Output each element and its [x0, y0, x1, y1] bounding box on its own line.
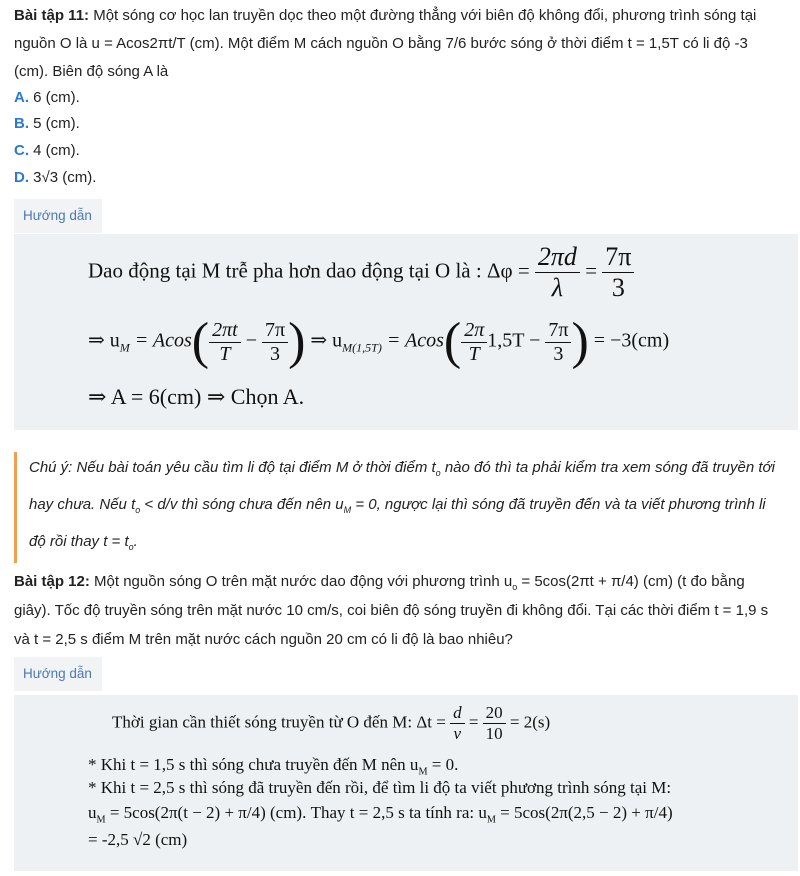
ex11-option-c: C. 4 (cm). [14, 142, 80, 159]
ex11-solution-line-1: Dao động tại M trễ pha hơn dao động tại O là : Δφ = $\frac{2\pi d}{\lambda}$ = $\frac{7\pi}{3}$ [88, 242, 634, 303]
ex11-solution-box [14, 234, 798, 430]
ex11-option-d: D. 3√3 (cm). [14, 169, 97, 186]
ex11-solution-line-2: ⇒ $u_M = Acos$( $\frac{2\pi t}{T}$ − $\frac{7\pi}{3}$ ) ⇒ $u_{M(1,5T)} = Acos$( $\frac{2\pi}{T}$ 1,5T − $\frac{7\pi}{3}$ ) = −3(cm) [88, 313, 670, 370]
ex11-guide-button[interactable]: Hướng dẫn [14, 199, 102, 233]
fraction-7pi-3: $\frac{7\pi}{3}$ [602, 242, 634, 303]
note-block [14, 452, 798, 563]
ex12-solution-box [14, 695, 798, 871]
ex12-label: Bài tập 12: [14, 573, 90, 590]
ex11-line-2: nguồn O là u = Acos2πt/T (cm). Một điểm M cách nguồn O bằng 7/6 bước sóng ở thời điểm t = 1,5T có li độ -3 [14, 35, 748, 52]
ex12-guide-button[interactable]: Hướng dẫn [14, 657, 102, 691]
note-line-2: hay chưa. Nếu $t_o < d/v$ thì sóng chưa đến nên $u_M = 0$, ngược lại thì sóng đã truyền đến và ta viết phương trình li [29, 496, 766, 515]
ex11-line-1: Bài tập 11: Một sóng cơ học lan truyền dọc theo một đường thẳng với biên độ không đổi, phương trình sóng tại [14, 7, 757, 24]
ex11-option-b: B. 5 (cm). [14, 115, 80, 132]
ex12-solution-line-3: * Khi t = 2,5 s thì sóng đã truyền đến rồi, để tìm li độ ta viết phương trình sóng tại M: [88, 778, 672, 797]
ex12-solution-line-2: * Khi t = 1,5 s thì sóng chưa truyền đến M nên $u_M = 0$. [88, 755, 459, 778]
ex11-line-3: (cm). Biên độ sóng A là [14, 63, 169, 80]
sqrt-2: √2 [133, 830, 151, 849]
note-line-3: độ rồi thay $t = t_o$. [29, 533, 138, 552]
note-line-1: Chú ý: Nếu bài toán yêu cầu tìm li độ tại điểm M ở thời điểm $t_o$ nào đó thì ta phải kiểm tra xem sóng đã truyền tới [29, 459, 775, 478]
ex12-line-3: và t = 2,5 s điểm M trên mặt nước cách nguồn 20 cm có li độ là bao nhiêu? [14, 631, 513, 648]
ex12-line-2: giây). Tốc độ truyền sóng trên mặt nước 10 cm/s, coi biên độ sóng truyền đi không đổi. Tại các thời điểm t = 1,9 s [14, 602, 769, 619]
ex12-line-1: Bài tập 12: Một nguồn sóng O trên mặt nước dao động với phương trình $u_o = 5\cos(2\pi t + \pi/4)$ (cm) (t đo bằng [14, 573, 745, 592]
ex12-solution-line-1: Thời gian cần thiết sóng truyền từ O đến M: Δt = $\frac{d}{v}$ = $\frac{20}{10}$ = 2(s) [112, 703, 551, 743]
ex12-solution-line-5: = -2,5 √2 (cm) [88, 830, 188, 849]
ex11-label: Bài tập 11: [14, 7, 90, 24]
ex12-solution-line-4: $u_M = 5\cos(2\pi(t - 2) + \pi/4)$ (cm). Thay t = 2,5 s ta tính ra: $u_M = 5\cos(2\pi(2,5 - 2) + \pi/4)$ [88, 803, 673, 826]
ex11-option-a: A. 6 (cm). [14, 89, 80, 106]
ex11-solution-line-3: ⇒ A = 6(cm) ⇒ Chọn A. [88, 384, 305, 409]
fraction-2pid-lambda: $\frac{2\pi d}{\lambda}$ [535, 242, 580, 303]
